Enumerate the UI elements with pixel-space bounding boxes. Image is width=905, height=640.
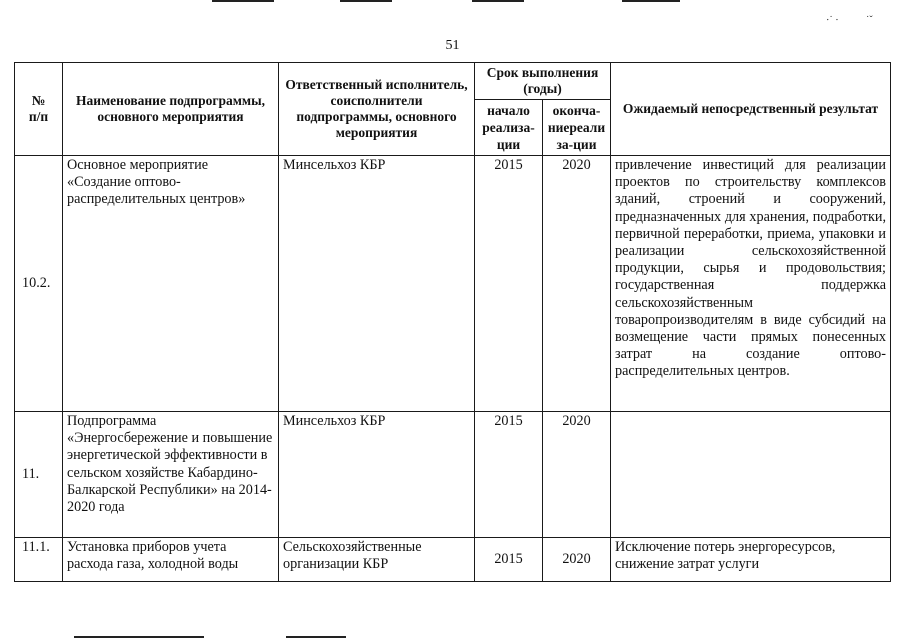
- row-end-year: 2020: [543, 412, 611, 538]
- page-number: 51: [445, 38, 460, 53]
- header-period: Срок выполнения (годы): [475, 63, 611, 100]
- row-number: 11.: [15, 412, 63, 538]
- header-number: № п/п: [15, 63, 63, 156]
- table-row: [15, 538, 891, 582]
- row-number: 10.2.: [15, 156, 63, 412]
- table-row: [15, 412, 891, 538]
- header-result: Ожидаемый непосредственный результат: [611, 63, 891, 156]
- scan-artifact-line: [472, 0, 524, 2]
- row-executor: Минсельхоз КБР: [279, 412, 475, 538]
- scan-artifact-speck: ˙ˇ: [866, 15, 873, 26]
- row-name: Основное мероприятие «Создание оптово-распределительных центров»: [63, 156, 279, 412]
- row-number: 11.1.: [15, 538, 63, 582]
- table-row: [15, 156, 891, 412]
- row-end-year: 2020: [543, 156, 611, 412]
- row-result: Исключение потерь энергоресурсов, снижение затрат услуги: [611, 538, 891, 582]
- row-result: привлечение инвестиций для реализации проектов по строительству комплексов зданий, строений и сооружений, предназначенных для хранения, подработки, первичной переработки, приема, упаковки и реализации сельскохозяйственной продукции, сырья и продовольствия; государственная поддержка сельскохозяйственным товаропроизводителям в виде субсидий на возмещение части прямых понесенных затрат на создание оптово-распределительных центров.: [611, 156, 891, 412]
- row-name: Подпрограмма «Энергосбережение и повышение энергетической эффективности в сельском хозяйстве Кабардино-Балкарской Республики» на 2014-2020 года: [63, 412, 279, 538]
- header-end: оконча-ниереали за-ции: [543, 100, 611, 156]
- header-name: Наименование подпрограммы, основного мероприятия: [63, 63, 279, 156]
- scan-artifact-line: [74, 636, 204, 638]
- row-start-year: 2015: [475, 156, 543, 412]
- header-executor: Ответственный исполнитель, соисполнители подпрограммы, основного мероприятия: [279, 63, 475, 156]
- scan-artifact-speck: ⋅˙ ⋅: [826, 15, 839, 26]
- header-start: начало реализа-ции: [475, 100, 543, 156]
- row-executor: Сельскохозяйственные организации КБР: [279, 538, 475, 582]
- scan-artifact-line: [212, 0, 274, 2]
- row-start-year: 2015: [475, 412, 543, 538]
- scan-artifact-line: [622, 0, 680, 2]
- program-activities-table: [14, 62, 891, 582]
- row-name: Установка приборов учета расхода газа, холодной воды: [63, 538, 279, 582]
- row-result: [611, 412, 891, 538]
- row-start-year: 2015: [475, 538, 543, 582]
- scan-artifact-line: [340, 0, 392, 2]
- row-end-year: 2020: [543, 538, 611, 582]
- scan-artifact-line: [286, 636, 346, 638]
- row-executor: Минсельхоз КБР: [279, 156, 475, 412]
